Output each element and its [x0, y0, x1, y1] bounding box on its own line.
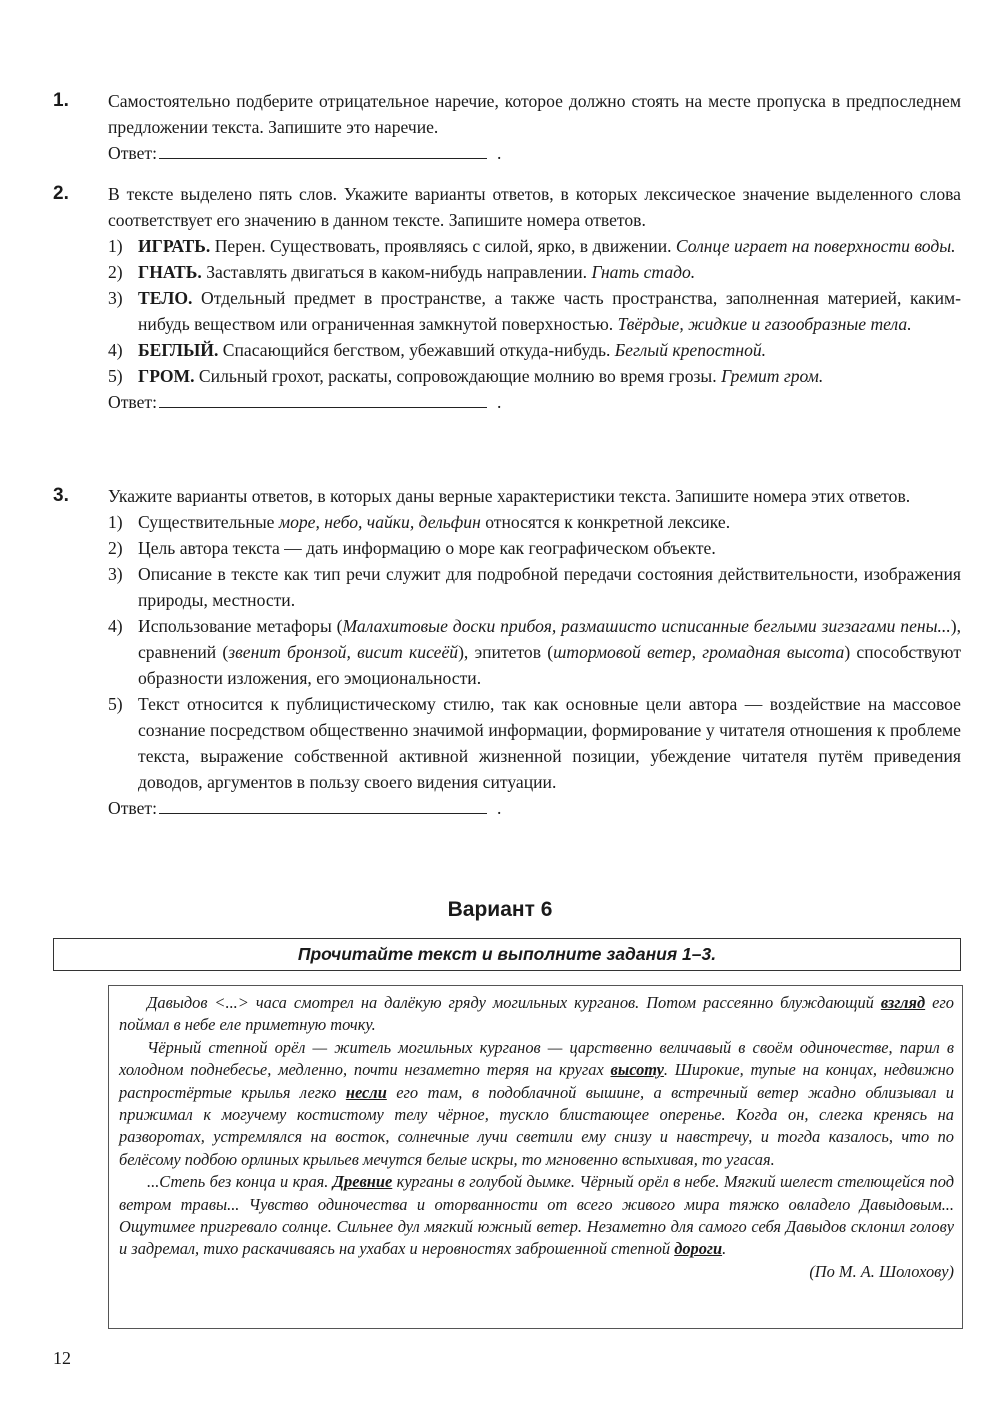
answer-input-line[interactable]	[159, 795, 487, 814]
task-body	[108, 88, 961, 166]
text-segment: Перен. Существовать, проявляясь с силой, ярко, в движении.	[210, 236, 676, 256]
task-2	[53, 181, 961, 415]
text-segment: ...Степь без конца и края.	[147, 1172, 333, 1192]
text-segment: Сильный грохот, раскаты, сопровождающие молнию во время грозы.	[194, 366, 722, 386]
option-number: 3)	[108, 564, 123, 584]
task-number: 3.	[53, 485, 69, 506]
text-segment: курганы в голубой дымке. Чёрный орёл в небе. Мягкий шелест стелющейся под ветром травы... Чувство одиночества и оторванности от всего живого мира тяжко овладело Давыдовым... Ощутимее пригревало солнце. Сильнее дул мягкий южный ветер. Незаметно для самого себя Давыдов склонил голову и задремал, тихо раскачиваясь на ухабах и неровностях заброшенной степной	[119, 1172, 954, 1259]
answer-label: Ответ:	[108, 798, 157, 818]
text-segment: Спасающийся бегством, убежавший откуда-нибудь.	[218, 340, 615, 360]
variant-title: Вариант 6	[447, 898, 553, 921]
text-segment: Твёрдые, жидкие и газообразные тела.	[617, 314, 912, 334]
text-segment: Солнце играет на поверхности воды.	[675, 236, 956, 256]
answer-row	[108, 140, 961, 166]
text-segment: ТЕЛО.	[138, 288, 193, 308]
answer-option	[108, 285, 961, 337]
text-segment: Отдельный предмет в пространстве, а также часть пространства, заполненная материей, каким-нибудь веществом или ограниченная замкнутой поверхностью.	[138, 288, 961, 334]
text-segment: Древние	[332, 1172, 393, 1192]
task-prompt: Самостоятельно подберите отрицательное наречие, которое должно стоять на месте пропуска в предпоследнем предложении текста. Запишите это наречие.	[108, 91, 961, 137]
answer-option	[108, 233, 961, 259]
option-number: 5)	[108, 366, 123, 386]
instruction-box: Прочитайте текст и выполните задания 1–3.	[53, 938, 961, 971]
text-segment: Малахитовые доски прибоя, размашисто исписанные беглыми зигзагами пены...	[342, 616, 951, 636]
text-segment: Гремит гром.	[721, 366, 824, 386]
text-segment: Текст относится к публицистическому стилю, так как основные цели автора — воздействие на массовое сознание посредством общественно значимой информации, формирование у читателя отношения к проблеме текста, выражение собственной активной жизненной позиции, убеждение читателя путём приведения доводов, аргументов в пользу своего видения ситуации.	[138, 694, 961, 792]
text-segment: высоту	[610, 1060, 664, 1080]
reading-passage	[108, 985, 963, 1329]
option-number: 5)	[108, 694, 123, 714]
text-segment: штормовой ветер, громадная высота	[553, 642, 845, 662]
text-segment: Существительные	[138, 512, 279, 532]
text-segment: Гнать стадо.	[591, 262, 696, 282]
text-segment: море, небо, чайки, дельфин	[278, 512, 481, 532]
page-number: 12	[53, 1348, 71, 1368]
text-segment: Использование метафоры (	[138, 616, 343, 636]
task-prompt: В тексте выделено пять слов. Укажите варианты ответов, в которых лексическое значение выделенного слова соответствует его значению в данном тексте. Запишите номера ответов.	[108, 184, 961, 230]
text-segment: взгляд	[880, 993, 926, 1012]
answer-row	[108, 795, 961, 821]
answer-option	[108, 535, 961, 561]
answer-option	[108, 259, 961, 285]
task-number: 2.	[53, 183, 69, 204]
text-segment: .	[722, 1239, 727, 1259]
task-prompt: Укажите варианты ответов, в которых даны верные характеристики текста. Запишите номера этих ответов.	[108, 486, 911, 506]
passage-paragraph	[119, 1037, 954, 1171]
text-segment: ГНАТЬ.	[138, 262, 202, 282]
answer-input-line[interactable]	[159, 140, 487, 159]
answer-period: .	[496, 392, 502, 412]
text-segment: звенит бронзой, висит кисеёй	[228, 642, 459, 662]
text-segment: ), сравнений (	[138, 616, 961, 662]
text-segment: ) способствуют образности изложения, его эмоциональности.	[138, 642, 962, 688]
option-number: 4)	[108, 340, 123, 360]
text-segment: БЕГЛЫЙ.	[138, 340, 219, 360]
option-number: 1)	[108, 236, 123, 256]
text-segment: Чёрный степной орёл — житель могильных курганов — царственно величавый в своём одиночестве, парил в холодном поднебесье, медленно, почти незаметно теряя на кругах	[119, 1037, 954, 1080]
text-segment: его поймал в небе еле приметную точку.	[119, 993, 954, 1035]
task-body	[108, 483, 961, 821]
text-segment: дороги	[674, 1239, 723, 1259]
task-1	[53, 88, 961, 166]
task-body	[108, 181, 961, 415]
task-3	[53, 483, 961, 821]
text-segment: ИГРАТЬ.	[138, 236, 211, 256]
passage-paragraph	[119, 992, 954, 1037]
passage-source: (По М. А. Шолохову)	[809, 1261, 954, 1281]
text-segment: Описание в тексте как тип речи служит для подробной передачи состояния действительности, изображения природы, местности.	[138, 564, 961, 610]
answer-option	[108, 363, 961, 389]
text-segment: относятся к конкретной лексике.	[480, 512, 731, 532]
option-number: 3)	[108, 288, 123, 308]
answer-option	[108, 337, 961, 363]
answer-option	[108, 613, 961, 691]
answer-label: Ответ:	[108, 143, 157, 163]
answer-input-line[interactable]	[159, 389, 487, 408]
text-segment: ГРОМ.	[138, 366, 195, 386]
answer-option	[108, 509, 961, 535]
text-segment: его там, в подоблачной вышине, а встречный ветер жадно облизывал и прижимал к могучему костистому телу чёрное, тускло блистающее оперенье. Когда он, слегка кренясь на разворотах, устремлялся на восток, солнечные лучи светили ему снизу и навстречу, и тогда казалось, что по белёсому подбою орлиных крыльев мечутся белые искры, то мгновенно вспыхивая, то угасая.	[119, 1082, 954, 1169]
answer-row	[108, 389, 961, 415]
answer-label: Ответ:	[108, 392, 157, 412]
text-segment: Давыдов <...> часа смотрел на далёкую гряду могильных курганов. Потом рассеянно блуждающий	[147, 993, 881, 1012]
answer-period: .	[496, 798, 502, 818]
answer-option	[108, 561, 961, 613]
text-segment: Цель автора текста — дать информацию о море как географическом объекте.	[138, 538, 716, 558]
option-number: 1)	[108, 512, 123, 532]
answer-option	[108, 691, 961, 795]
option-number: 2)	[108, 538, 123, 558]
option-number: 2)	[108, 262, 123, 282]
text-segment: Беглый крепостной.	[614, 340, 767, 360]
task-number: 1.	[53, 90, 69, 111]
answer-period: .	[496, 143, 502, 163]
option-number: 4)	[108, 616, 123, 636]
text-segment: . Широкие, тупые на концах, недвижно распростёртые крылья легко	[119, 1060, 954, 1102]
text-segment: ), эпитетов (	[458, 642, 554, 662]
text-segment: несли	[345, 1082, 387, 1102]
passage-paragraph	[119, 1171, 954, 1261]
text-segment: Заставлять двигаться в каком-нибудь направлении.	[201, 262, 592, 282]
